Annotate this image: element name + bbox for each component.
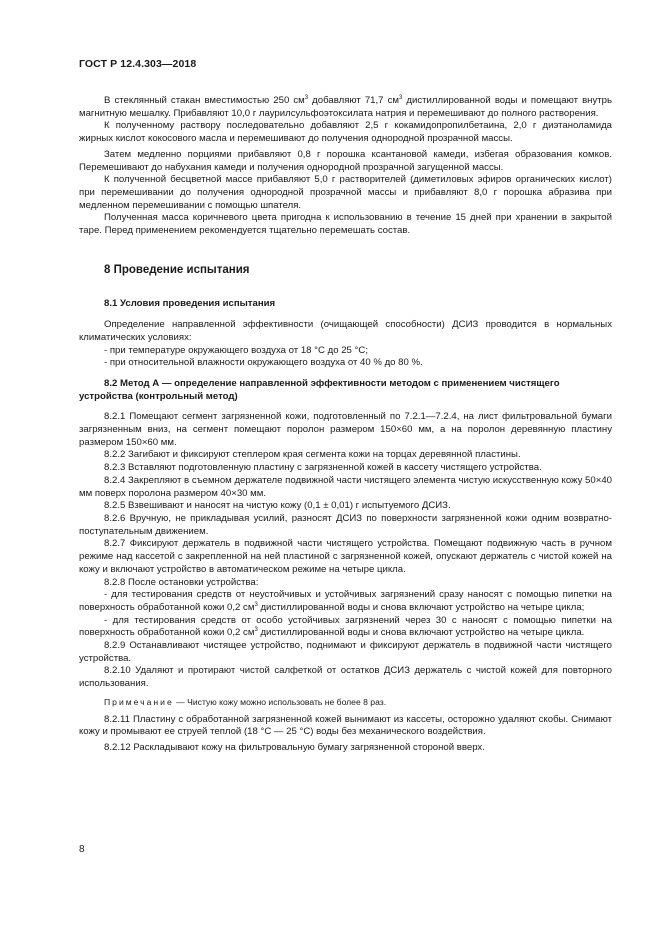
clause-8-2-2: 8.2.2 Загибают и фиксируют степлером края сегмента кожи на торцах деревянной пластины.	[104, 449, 521, 461]
clause-8-2-9: 8.2.9 Останавливают чистящее устройство, поднимают и фиксируют держатель в подвижной части чистящего устройства.	[79, 640, 612, 664]
page-body	[79, 95, 612, 755]
clause-8-2-8: 8.2.8 После остановки устройства:	[104, 576, 259, 588]
clause-8-2-1: 8.2.1 Помещают сегмент загрязненной кожи, подготовленный по 7.2.1—7.2.4, на лист фильтровальной бумаги загрязненным вниз, на сегмент помещают поролон размером 150×60 мм, а на поролон деревянную пластину размером 150×60 мм.	[79, 411, 612, 448]
section-8-title: 8 Проведение испытания	[104, 263, 250, 276]
clause-8-2-8-dash-1: - для тестирования средств от неустойчивых и устойчивых загрязнений сразу наносят с помощью пипетки на поверхность обработанной кожи 0,2 $см^3$ дистиллированной воды и снова включают устройство на четыре цикла;	[79, 589, 612, 613]
section-8-1-title: 8.1 Условия проведения испытания	[104, 298, 276, 310]
clause-8-2-11: 8.2.11 Пластину с обработанной загрязненной кожей вынимают из кассеты, осторожно удаляют скобы. Снимают кожу и промывают ее струей теплой (18 °С — 25 °С) воды без механического воздействия.	[79, 713, 612, 738]
prep-paragraph-3: Затем медленно порциями прибавляют 0,8 г порошка ксантановой камеди, избегая образования комков. Перемешивают до набухания камеди и получения однородной прозрачной загущенной массы.	[79, 148, 612, 173]
clause-8-2-8-dash-2: - для тестирования средств от особо устойчивых загрязнений через 30 с наносят с помощью пипетки на поверхность обработанной кожи 0,2 $см^3$ дистиллированной воды и снова включают устройство на четыре цикла.	[79, 614, 612, 639]
clause-8-2-3: 8.2.3 Вставляют подготовленную пластину с загрязненной кожей в кассету чистящего устройства.	[104, 462, 542, 474]
section-8-1-dash-1: - при температуре окружающего воздуха от 18 °С до 25 °С;	[104, 344, 368, 356]
section-8-1-dash-2: - при относительной влажности окружающего воздуха от 40 % до 80 %.	[104, 357, 423, 369]
note-label: Примечание	[104, 696, 174, 707]
clause-8-2-7: 8.2.7 Фиксируют держатель в подвижной части чистящего устройства. Помещают подвижную часть в ручном режиме над кассетой с закрепленной на ней пластиной с загрязненной кожей, опускают держатель с чистой кожей на кожу и включают устройство в автоматическом режиме на четыре цикла.	[79, 538, 612, 575]
section-8-1-paragraph: Определение направленной эффективности (очищающей способности) ДСИЗ проводится в нормальных климатических условиях:	[79, 319, 612, 343]
clause-8-2-4: 8.2.4 Закрепляют в съемном держателе подвижной части чистящего элемента чистую искусственную кожу 50×40 мм поверх поролона размером 40×30 мм.	[79, 474, 612, 499]
section-8-2-title: 8.2 Метод А — определение направленной эффективности методом с применением чистящего устройства (контрольный метод)	[79, 377, 560, 402]
clause-8-2-6: 8.2.6 Вручную, не прикладывая усилий, разносят ДСИЗ по поверхности загрязненной кожи одним возвратно-поступательным движением.	[79, 512, 612, 537]
clause-8-2-5: 8.2.5 Взвешивают и наносят на чистую кожу (0,1 ± 0,01) г испытуемого ДСИЗ.	[104, 500, 451, 512]
prep-paragraph-2: К полученному раствору последовательно добавляют 2,5 г кокамидопропилбетаина, 2,0 г диэтаноламида жирных кислот кокосового масла и перемешивают до получения однородной прозрачной массы.	[79, 120, 612, 145]
prep-paragraph-1: В стеклянный стакан вместимостью 250 $см^3$ добавляют 71,7 $см^3$ дистиллированной воды и помещают внутрь магнитную мешалку. Прибавляют 10,0 г лаурилсульфоэтоксилата натрия и перемешивают до полного растворения.	[79, 95, 612, 119]
clause-8-2-12: 8.2.12 Раскладывают кожу на фильтровальную бумагу загрязненной стороной вверх.	[104, 741, 485, 753]
document-header: ГОСТ Р 12.4.303—2018	[79, 58, 197, 70]
prep-paragraph-4: К полученной бесцветной массе прибавляют 5,0 г растворителей (диметиловых эфиров органических кислот) при перемешивании до получения однородной прозрачной массы и прибавляют 8,0 г порошка абразива при медленном перемешивании с помощью шпателя.	[79, 174, 612, 211]
note	[79, 696, 612, 709]
page-number: 8	[79, 844, 85, 855]
note-text: — Чистую кожу можно использовать не более 8 раз.	[173, 696, 387, 707]
prep-paragraph-5: Полученная масса коричневого цвета пригодна к использованию в течение 15 дней при хранении в закрытой таре. Перед применением рекомендуется тщательно перемешать состав.	[79, 212, 612, 237]
clause-8-2-10: 8.2.10 Удаляют и протирают чистой салфеткой от остатков ДСИЗ держатель с чистой кожей для повторного использования.	[79, 665, 612, 690]
